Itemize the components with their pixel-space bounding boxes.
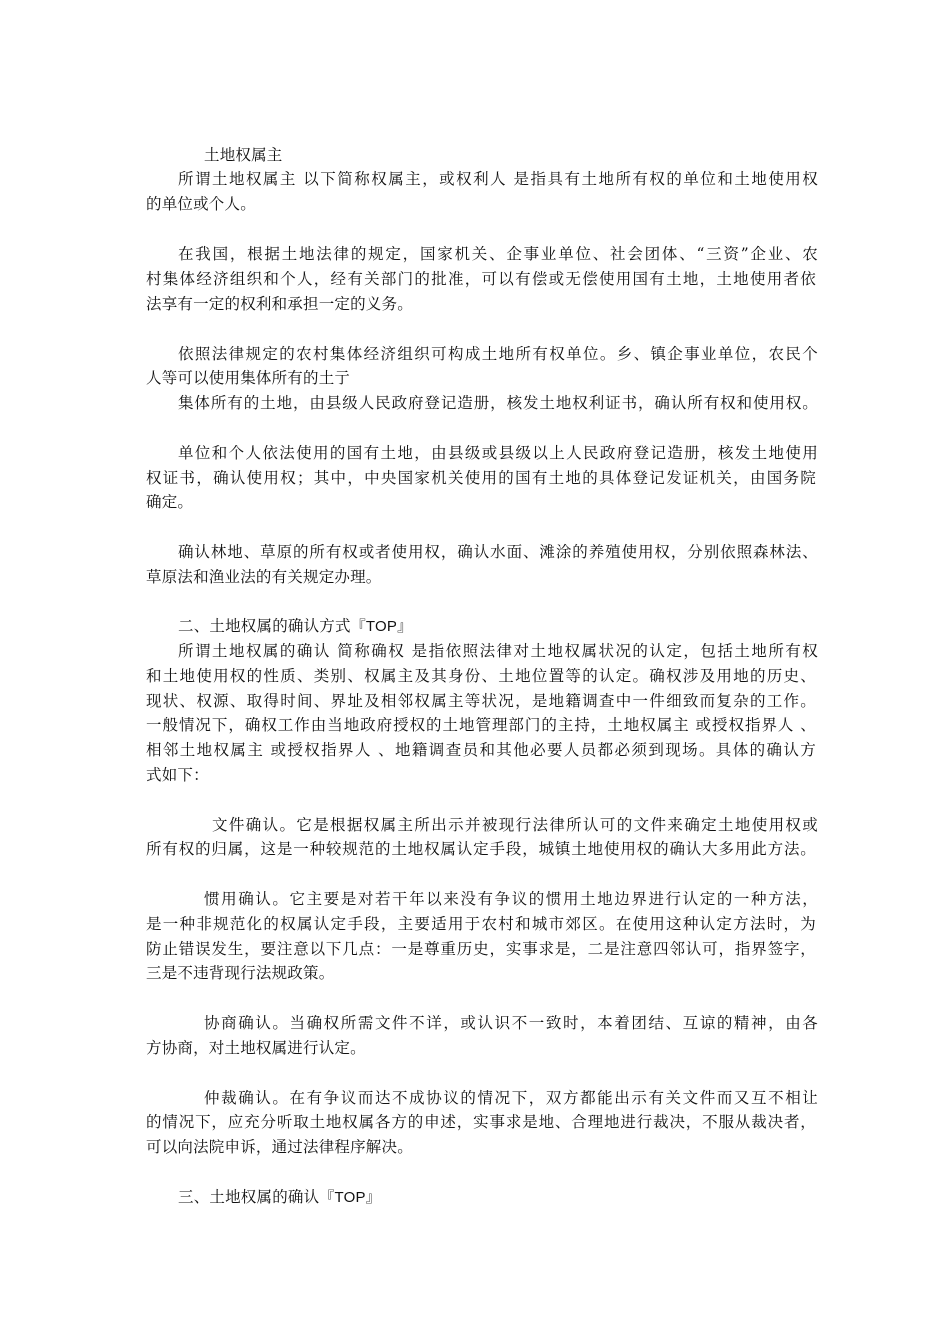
section-heading xyxy=(178,1185,818,1210)
paragraph-line: 人等可以使用集体所有的土亍 xyxy=(146,369,351,387)
section-heading-text: 二、土地权属的确认方式 xyxy=(178,617,351,635)
paragraph-line: 和土地使用权的性质、类别、权属主及其身份、土地位置等的认定。确权涉及用地的历史、 xyxy=(146,667,816,685)
paragraph-line: 村集体经济组织和个人，经有关部门的批准，可以有偿或无偿使用国有土地，土地使用者依 xyxy=(146,270,816,288)
paragraph-line: 方协商，对土地权属进行认定。 xyxy=(146,1039,366,1057)
paragraph-line: 文件确认。它是根据权属主所出示并被现行法律所认可的文件来确定土地使用权或 xyxy=(212,816,818,834)
paragraph-line: 三是不违背现行法规政策。 xyxy=(146,964,335,982)
section-heading-text: 三、土地权属的确认 xyxy=(178,1188,320,1206)
paragraph-line: 权证书，确认使用权；其中，中央国家机关使用的国有土地的具体登记发证机关，由国务院 xyxy=(146,469,816,487)
paragraph-line: 所有权的归属，这是一种较规范的土地权属认定手段，城镇土地使用权的确认大多用此方法。 xyxy=(146,840,816,858)
paragraph-line: 防止错误发生，要注意以下几点：一是尊重历史，实事求是，二是注意四邻认可，指界签字， xyxy=(146,940,816,958)
paragraph-line: 草原法和渔业法的有关规定办理。 xyxy=(146,568,382,586)
section-heading xyxy=(178,614,818,639)
paragraph-line: 协商确认。当确权所需文件不详，或认识不一致时，本着团结、互谅的精神，由各 xyxy=(204,1014,818,1032)
paragraph-line: 现状、权源、取得时间、界址及相邻权属主等状况，是地籍调查中一件细致而复杂的工作。 xyxy=(146,692,816,710)
paragraph-line: 是一种非规范化的权属认定手段，主要适用于农村和城市郊区。在使用这种认定方法时，为 xyxy=(146,915,816,933)
paragraph-line: 所谓土地权属的确认 简称确权 是指依照法律对土地权属状况的认定，包括土地所有权 xyxy=(178,642,818,660)
paragraph-line: 单位和个人依法使用的国有土地，由县级或县级以上人民政府登记造册，核发土地使用 xyxy=(178,444,818,462)
paragraph-line: 相邻土地权属主 或授权指界人 、地籍调查员和其他必要人员都必须到现场。具体的确认方 xyxy=(146,741,816,759)
paragraph-line: 在我国，根据土地法律的规定，国家机关、企事业单位、社会团体、“三资”企业、农 xyxy=(178,245,818,263)
paragraph-line: 的情况下，应充分听取土地权属各方的申述，实事求是地、合理地进行裁决，不服从裁决者， xyxy=(146,1113,816,1131)
paragraph-line: 的单位或个人。 xyxy=(146,195,256,213)
paragraph-line: 所谓土地权属主 以下简称权属主，或权利人 是指具有土地所有权的单位和土地使用权 xyxy=(178,170,818,188)
top-link[interactable]: 『TOP』 xyxy=(319,1189,381,1206)
top-link[interactable]: 『TOP』 xyxy=(350,618,413,635)
paragraph-line: 确定。 xyxy=(146,493,194,511)
page-title: 土地权属主 xyxy=(204,146,283,164)
paragraph-line: 集体所有的土地，由县级人民政府登记造册，核发土地权利证书，确认所有权和使用权。 xyxy=(178,394,818,412)
paragraph-line: 惯用确认。它主要是对若干年以来没有争议的惯用土地边界进行认定的一种方法， xyxy=(204,890,818,908)
paragraph-line: 法享有一定的权利和承担一定的义务。 xyxy=(146,295,413,313)
paragraph-line: 一般情况下，确权工作由当地政府授权的土地管理部门的主持，土地权属主 或授权指界人 、 xyxy=(146,716,816,734)
paragraph-line: 确认林地、草原的所有权或者使用权，确认水面、滩涂的养殖使用权，分别依照森林法、 xyxy=(178,543,818,561)
paragraph-line: 可以向法院申诉，通过法律程序解决。 xyxy=(146,1138,413,1156)
paragraph-line: 仲裁确认。在有争议而达不成协议的情况下，双方都能出示有关文件而又互不相让 xyxy=(204,1089,818,1107)
paragraph-line: 式如下： xyxy=(146,766,209,784)
paragraph-line: 依照法律规定的农村集体经济组织可构成土地所有权单位。乡、镇企事业单位，农民个 xyxy=(178,345,818,363)
